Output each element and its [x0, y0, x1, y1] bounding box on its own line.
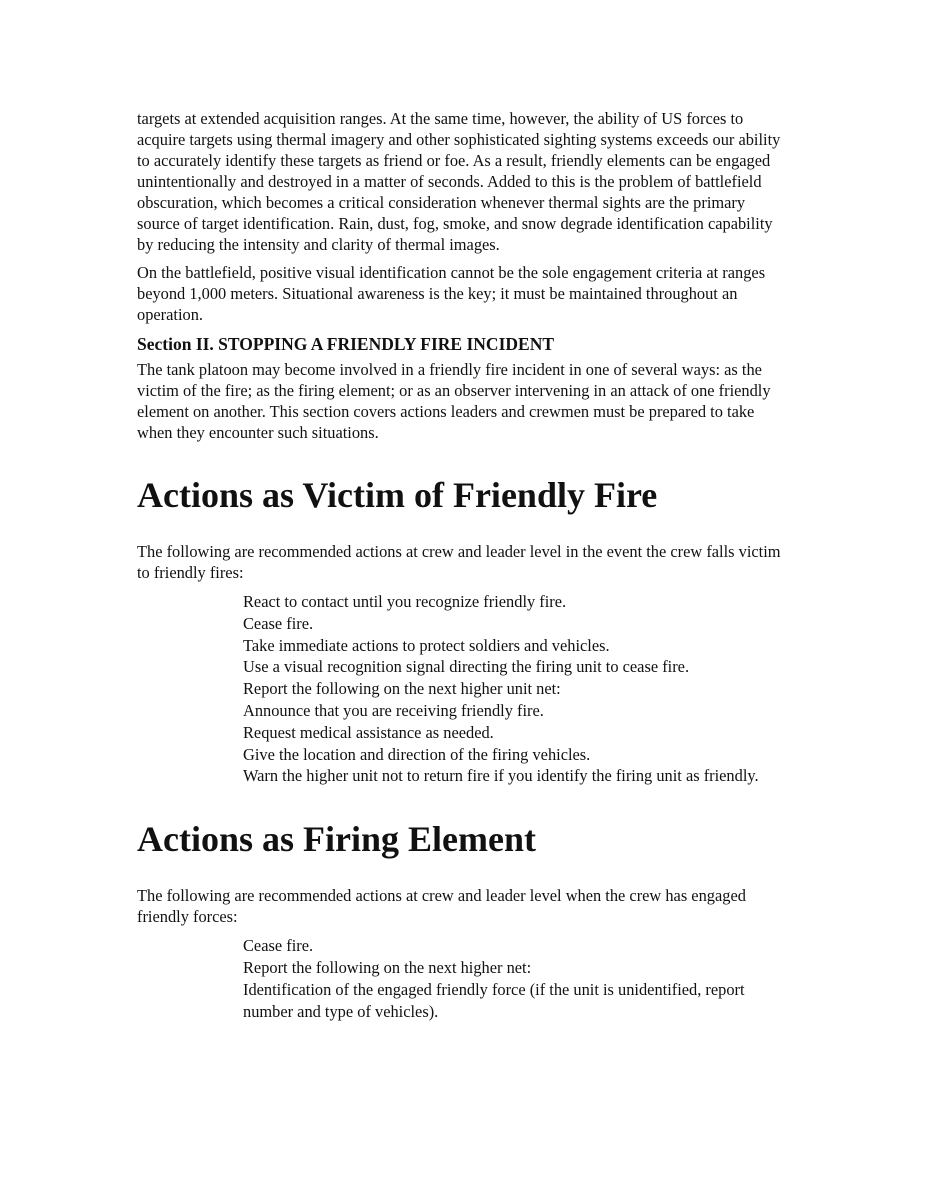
section-paragraph: The tank platoon may become involved in a friendly fire incident in one of several ways: as the victim of the fire; as the firing element; or as an observer intervening in an attack of one friendly element on another. This section covers actions leaders and crewmen must be prepared to take when they encounter such situations.	[137, 360, 771, 442]
victim-action-list	[243, 591, 773, 787]
firing-heading: Actions as Firing Element	[137, 819, 536, 860]
list-item: Report the following on the next higher unit net:	[243, 679, 561, 699]
list-item: React to contact until you recognize friendly fire.	[243, 592, 567, 611]
list-item: Warn the higher unit not to return fire if you identify the firing unit as friendly.	[243, 766, 759, 786]
victim-intro: The following are recommended actions at crew and leader level in the event the crew falls victim to friendly fires:	[137, 542, 781, 582]
list-item: Use a visual recognition signal directing the firing unit to cease fire.	[243, 657, 690, 677]
firing-action-list	[243, 935, 773, 1022]
list-item: Request medical assistance as needed.	[243, 722, 494, 742]
firing-intro: The following are recommended actions at crew and leader level when the crew has engaged friendly forces:	[137, 886, 746, 927]
list-item: Cease fire.	[243, 936, 314, 956]
list-item: Report the following on the next higher net:	[243, 957, 532, 977]
intro-paragraph-2: On the battlefield, positive visual identification cannot be the sole engagement criteria at ranges beyond 1,000 meters. Situational awareness is the key; it must be maintained throughout an operation.	[137, 263, 766, 324]
section-heading: Section II. STOPPING A FRIENDLY FIRE INCIDENT	[137, 334, 555, 354]
list-item: Take immediate actions to protect soldiers and vehicles.	[243, 635, 610, 655]
list-item: Cease fire.	[243, 613, 314, 633]
list-item: Announce that you are receiving friendly fire.	[243, 700, 544, 720]
list-item: Identification of the engaged friendly force (if the unit is unidentified, report number and type of vehicles).	[243, 979, 745, 1021]
victim-heading: Actions as Victim of Friendly Fire	[137, 475, 658, 515]
page-content	[137, 108, 787, 1022]
list-item: Give the location and direction of the firing vehicles.	[243, 744, 591, 764]
intro-paragraph-1: targets at extended acquisition ranges. At the same time, however, the ability of US forces to acquire targets using thermal imagery and other sophisticated sighting systems exceeds our ability to accurately identify these targets as friend or foe. As a result, friendly elements can be engaged unintentionally and destroyed in a matter of seconds. Added to this is the problem of battlefield obscuration, which becomes a critical consideration whenever thermal sights are the primary source of target identification. Rain, dust, fog, smoke, and snow degrade identification capability by reducing the intensity and clarity of thermal images.	[137, 109, 781, 254]
